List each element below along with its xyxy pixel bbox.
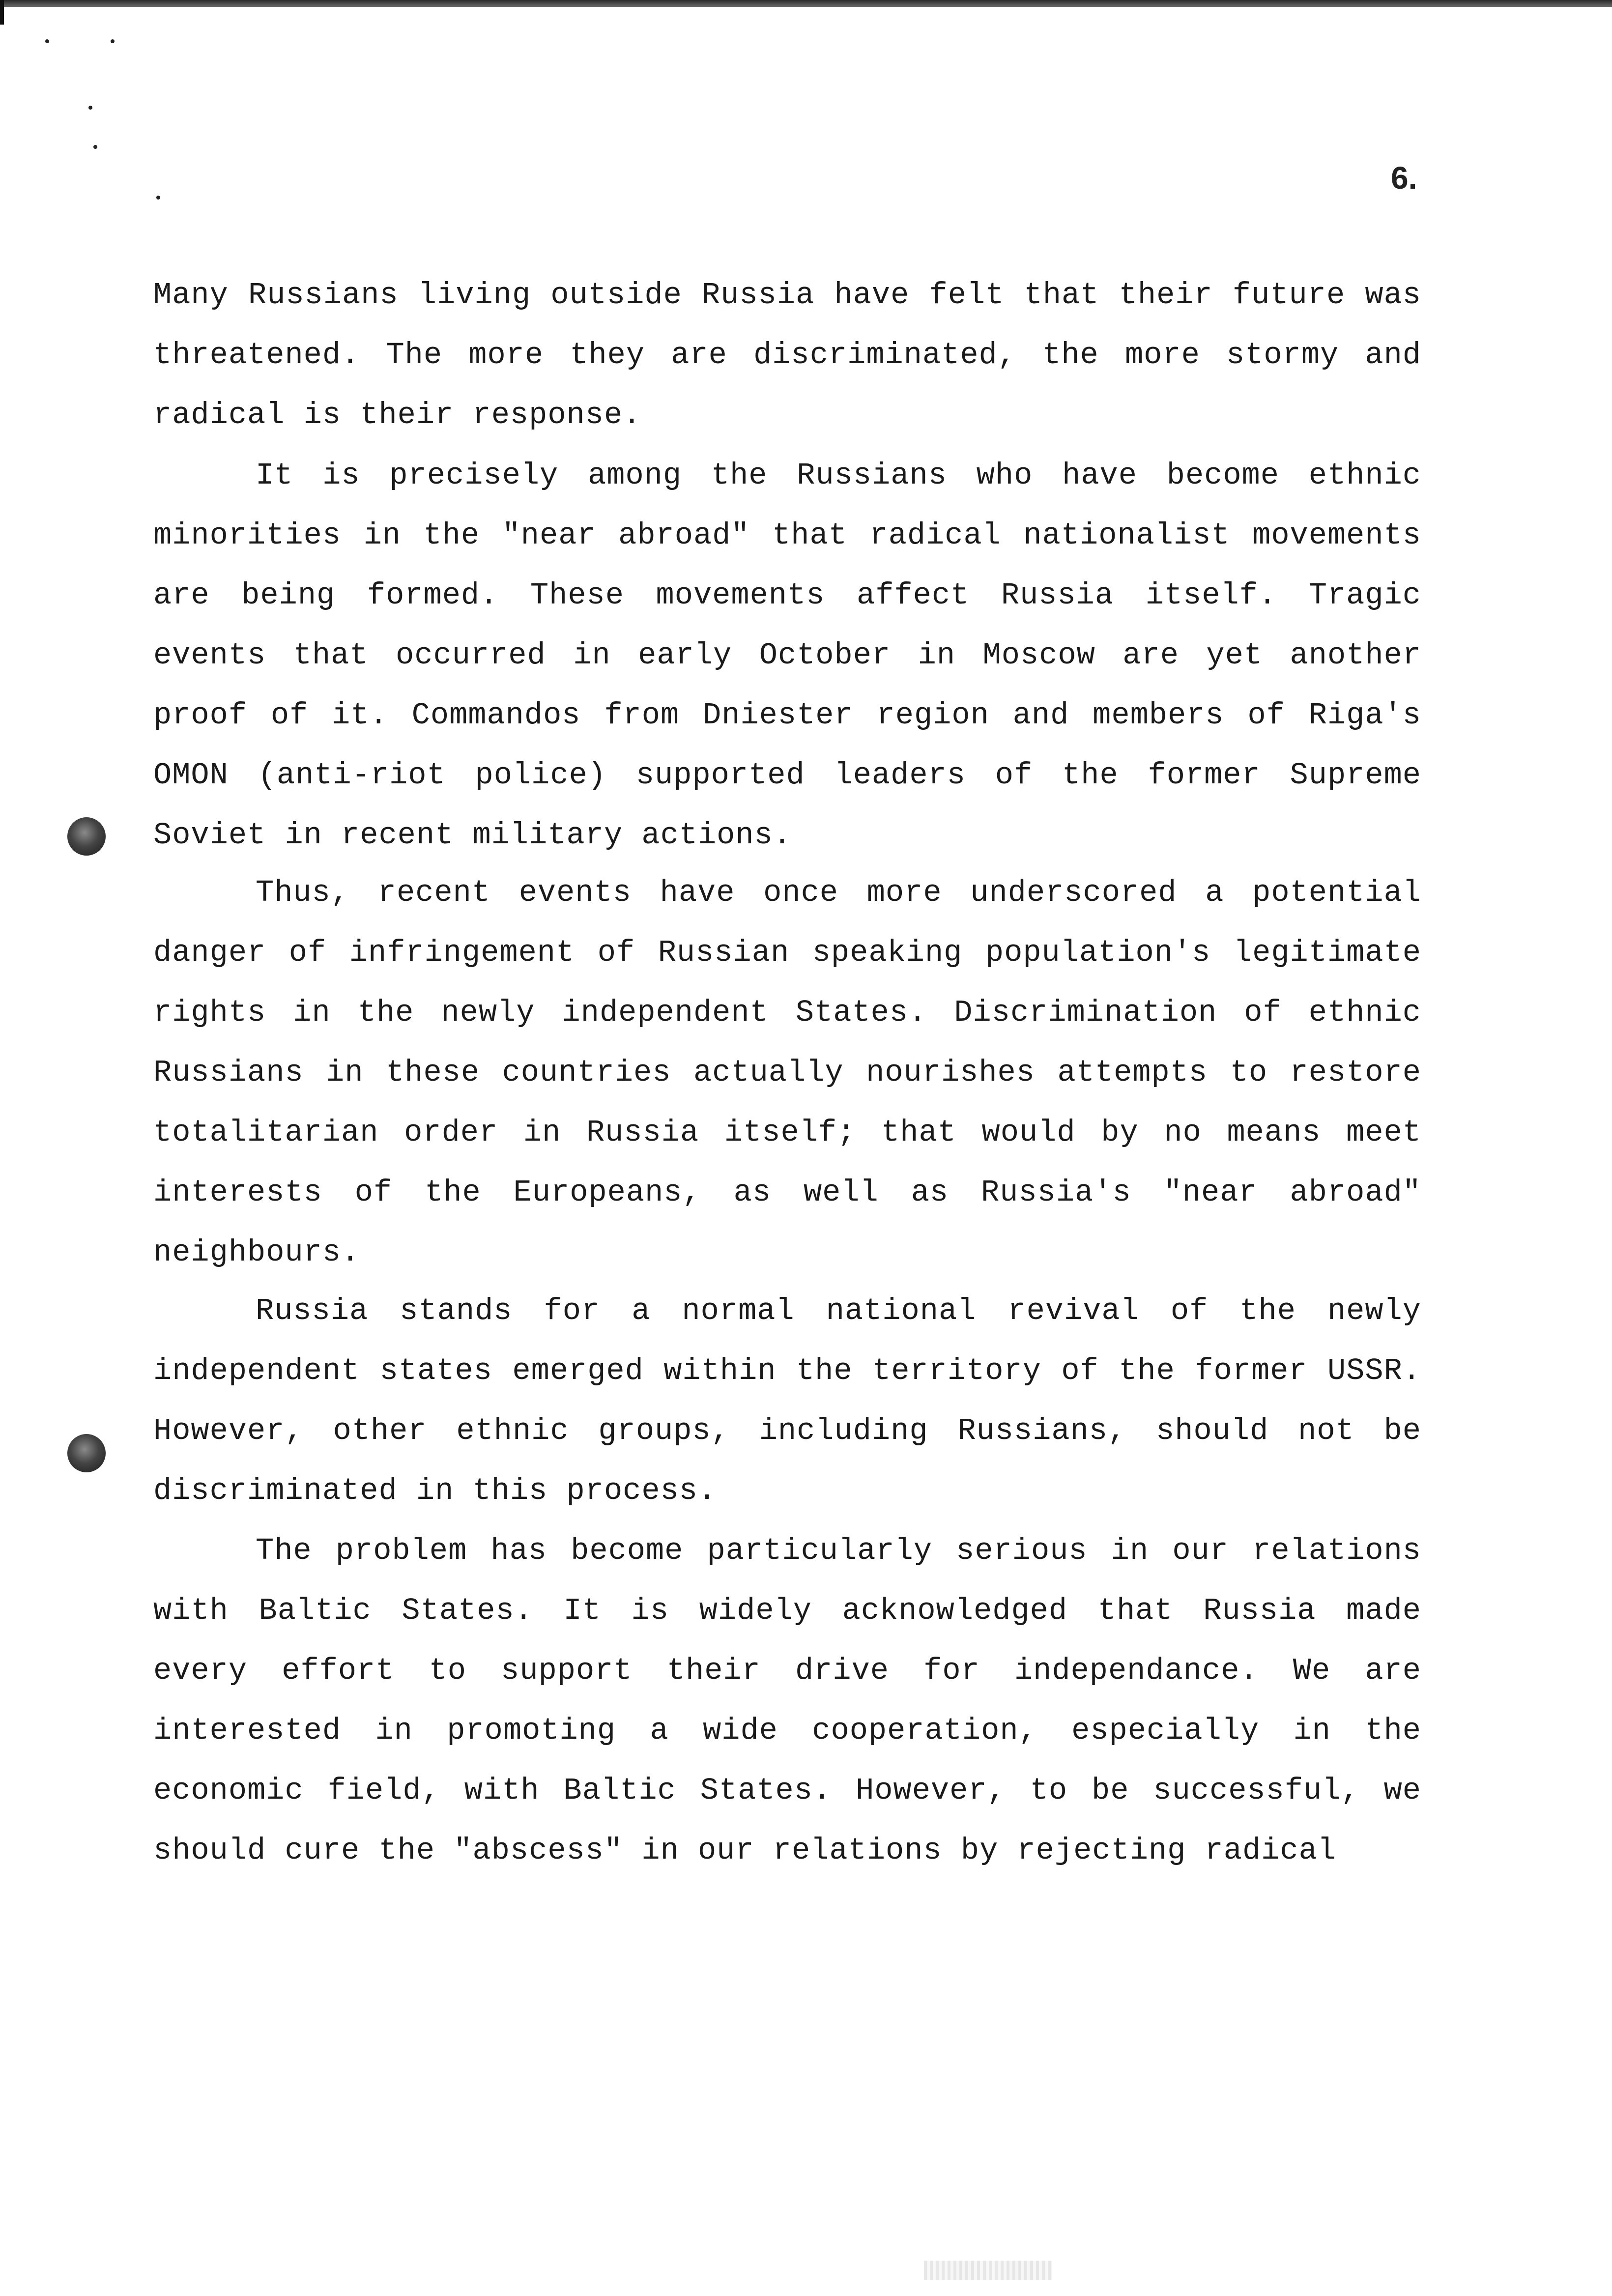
punch-hole-lower [67, 1434, 106, 1472]
scan-speck [156, 196, 160, 200]
paragraph-4: Russia stands for a normal national revival of the newly independent states emerged within the territory of the former USSR. However, other ethnic groups, including Russians, should not be discriminated in this process. [153, 1293, 1421, 1508]
scan-speck [45, 39, 49, 43]
scan-speck [111, 39, 115, 43]
scan-speck [88, 106, 92, 110]
scan-speck [93, 145, 97, 149]
page-number: 6. [1391, 160, 1417, 196]
scan-bottom-artifact [924, 2261, 1052, 2280]
paragraph-3: Thus, recent events have once more underscored a potential danger of infringement of Russian speaking population's legitimate rights in the newly independent States. Discrimination of ethnic Russians in these countries actually nourishes attempts to restore totalitarian order in Russia itself; that would by no means meet interests of the Europeans, as well as Russia's "near abroad" neighbours. [153, 875, 1421, 1270]
scan-top-border [0, 0, 1612, 7]
punch-hole-upper [67, 817, 106, 856]
paragraph-5: The problem has become particularly serious in our relations with Baltic States. It is widely acknowledged that Russia made every effort to support their drive for independance. We are interested in promoting a wide cooperation, especially in the economic field, with Baltic States. However, to be successful, we should cure the "abscess" in our relations by rejecting radical [153, 1533, 1421, 1868]
paragraph-1: Many Russians living outside Russia have felt that their future was threatened. The more they are discriminated, the more stormy and radical is their response. [153, 278, 1421, 432]
paragraph-2: It is precisely among the Russians who have become ethnic minorities in the "near abroad" that radical nationalist movements are being formed. These movements affect Russia itself. Tragic events that occurred in early October in Moscow are yet another proof of it. Commandos from Dniester region and members of Riga's OMON (anti-riot police) supported leaders of the former Supreme Soviet in recent military actions. [153, 458, 1421, 853]
scan-left-edge-mark [0, 0, 4, 25]
